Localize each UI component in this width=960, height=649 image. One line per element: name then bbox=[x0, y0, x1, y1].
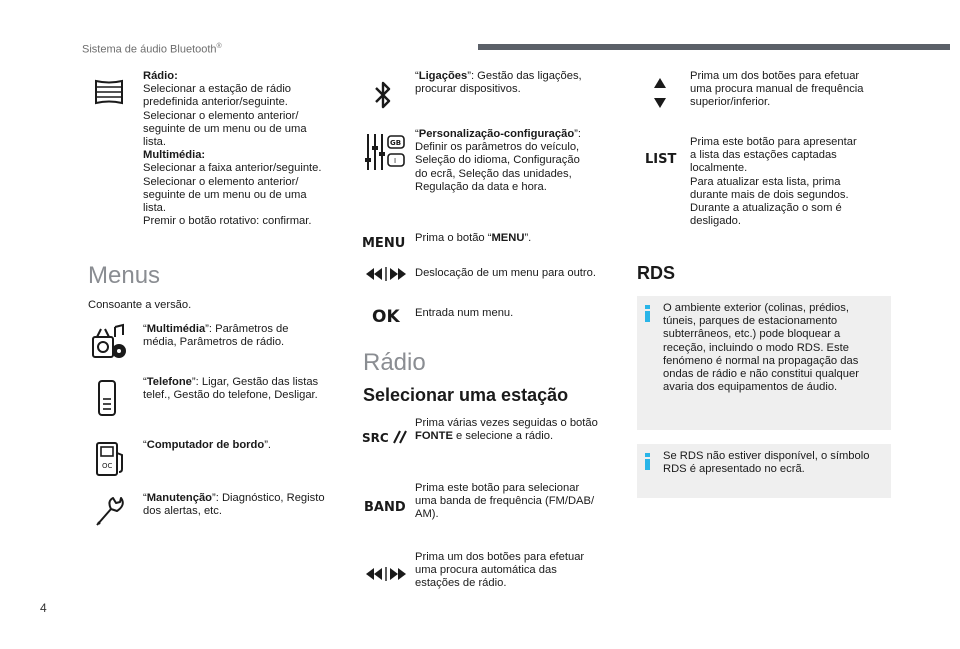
text-line: lista. bbox=[143, 136, 167, 149]
text-line: uma procura manual de frequência bbox=[690, 83, 864, 96]
menu-button-label: MENU bbox=[362, 236, 406, 251]
text-line: túneis, parques de estacionamento bbox=[663, 315, 838, 328]
svg-text:GB: GB bbox=[390, 139, 402, 147]
connections-text: “Ligações”: Gestão das ligações, procurar dispositivos. bbox=[415, 70, 582, 96]
text-line: AM). bbox=[415, 508, 439, 521]
rds-info-note bbox=[637, 296, 891, 430]
text-line: Para atualizar esta lista, prima bbox=[690, 175, 841, 188]
text-line: Multimédia: bbox=[143, 149, 206, 162]
menus-intro: Consoante a versão. bbox=[88, 299, 192, 311]
svg-text:I: I bbox=[394, 157, 397, 165]
text-line: Selecionar o elemento anterior/ bbox=[143, 175, 299, 188]
text-line: receção, incluindo o modo RDS. Este bbox=[663, 341, 849, 354]
personalization-text: “Personalização-configuração”: Definir os parâmetros do veículo, Seleção do idioma, Configuração do ecrã, Seleção das unidades, Regulação da data e hora. bbox=[415, 128, 615, 194]
text-line: Seleção do idioma, Configuração bbox=[415, 154, 580, 167]
scroll-menu-text: Deslocação de um menu para outro. bbox=[415, 267, 596, 279]
text-line: avaria dos equipamentos de áudio. bbox=[663, 381, 838, 394]
text-line: Premir o botão rotativo: confirmar. bbox=[143, 215, 312, 228]
text-line: ondas de rádio e não constitui qualquer bbox=[663, 368, 859, 381]
header-title: Sistema de áudio Bluetooth® bbox=[82, 43, 222, 56]
rds-heading: RDS bbox=[637, 263, 676, 283]
scroll-arrows-icon bbox=[364, 266, 408, 282]
text-line: Durante a atualização o som é bbox=[690, 202, 842, 215]
text-line: Prima um dos botões para efetuar bbox=[415, 551, 585, 563]
text-line: superior/inferior. bbox=[690, 96, 771, 109]
text-line: seguinte de um menu ou de uma bbox=[143, 188, 307, 201]
text-line: Rádio: bbox=[143, 70, 178, 82]
info-icon bbox=[645, 453, 650, 470]
page-number: 4 bbox=[40, 601, 47, 615]
text-line: Selecionar o elemento anterior/ bbox=[143, 109, 299, 122]
svg-text:SRC: SRC bbox=[362, 431, 389, 445]
radio-block-text bbox=[143, 70, 353, 228]
text-line: O ambiente exterior (colinas, prédios, bbox=[663, 302, 849, 314]
text-line: RDS é apresentado no ecrã. bbox=[663, 463, 805, 476]
header-rule bbox=[478, 44, 950, 50]
radio-heading: Rádio bbox=[363, 349, 426, 376]
select-station-heading: Selecionar uma estação bbox=[363, 385, 569, 405]
list-button-label: LIST bbox=[645, 152, 677, 167]
text-line: Prima este botão para selecionar bbox=[415, 482, 580, 494]
telephone-icon bbox=[96, 378, 118, 418]
text-line: fenómeno é normal na propagação das bbox=[663, 354, 859, 367]
text-line: subterrâneos, etc.) pode bloquear a bbox=[663, 328, 841, 341]
ok-button-label: OK bbox=[372, 307, 400, 327]
band-button-label: BAND bbox=[364, 500, 406, 515]
text-line: predefinida anterior/seguinte. bbox=[143, 96, 288, 109]
text-line: localmente. bbox=[690, 162, 748, 175]
src-button-icon bbox=[362, 428, 408, 446]
multimedia-icon bbox=[88, 322, 128, 362]
src-text: Prima várias vezes seguidas o botão FONTE e selecione a rádio. bbox=[415, 417, 598, 443]
text-line: lista. bbox=[143, 202, 167, 215]
text-line: Se RDS não estiver disponível, o símbolo bbox=[663, 450, 870, 462]
text-line: Definir os parâmetros do veículo, bbox=[415, 141, 580, 154]
text-line: Prima este botão para apresentar bbox=[690, 136, 857, 148]
text-line: seguinte de um menu ou de uma bbox=[143, 122, 307, 135]
ok-text: Entrada num menu. bbox=[415, 307, 514, 319]
telephone-text: “Telefone”: Ligar, Gestão das listas telef., Gestão do telefone, Desligar. bbox=[143, 376, 319, 402]
up-down-arrows-icon bbox=[652, 76, 668, 110]
text-line: estações de rádio. bbox=[415, 577, 507, 590]
wrench-icon bbox=[92, 494, 126, 530]
settings-sliders-icon bbox=[364, 132, 408, 172]
list-text bbox=[690, 136, 890, 228]
text-line: uma banda de frequência (FM/DAB/ bbox=[415, 495, 595, 508]
rds-unavailable-note bbox=[637, 444, 891, 498]
text-line: a lista das estações captadas bbox=[690, 149, 837, 162]
band-text bbox=[415, 482, 615, 522]
text-line: Prima um dos botões para efetuar bbox=[690, 70, 860, 82]
svg-text:OC: OC bbox=[102, 462, 113, 470]
multimedia-text: “Multimédia”: Parâmetros de média, Parâmetros de rádio. bbox=[143, 323, 289, 349]
text-line: durante mais de dois segundos. bbox=[690, 188, 849, 201]
menus-heading: Menus bbox=[88, 262, 161, 289]
text-line: uma procura automática das bbox=[415, 564, 557, 577]
bluetooth-icon bbox=[372, 78, 394, 112]
text-line: desligado. bbox=[690, 215, 742, 228]
text-line: do ecrã, Seleção das unidades, bbox=[415, 167, 572, 180]
maintenance-text: “Manutenção”: Diagnóstico, Registo dos alertas, etc. bbox=[143, 492, 325, 518]
manual-search-text bbox=[690, 70, 890, 110]
text-line: Regulação da data e hora. bbox=[415, 180, 547, 193]
text-line: Selecionar a estação de rádio bbox=[143, 83, 292, 96]
menu-text: Prima o botão “MENU”. bbox=[415, 232, 532, 244]
info-icon bbox=[645, 305, 650, 322]
trip-computer-text: “Computador de bordo”. bbox=[143, 439, 272, 451]
rotary-knob-icon bbox=[92, 78, 126, 106]
trip-computer-icon bbox=[92, 438, 128, 478]
text-line: Selecionar a faixa anterior/seguinte. bbox=[143, 162, 322, 175]
seek-arrows-icon bbox=[364, 566, 408, 582]
auto-search-text bbox=[415, 551, 615, 591]
